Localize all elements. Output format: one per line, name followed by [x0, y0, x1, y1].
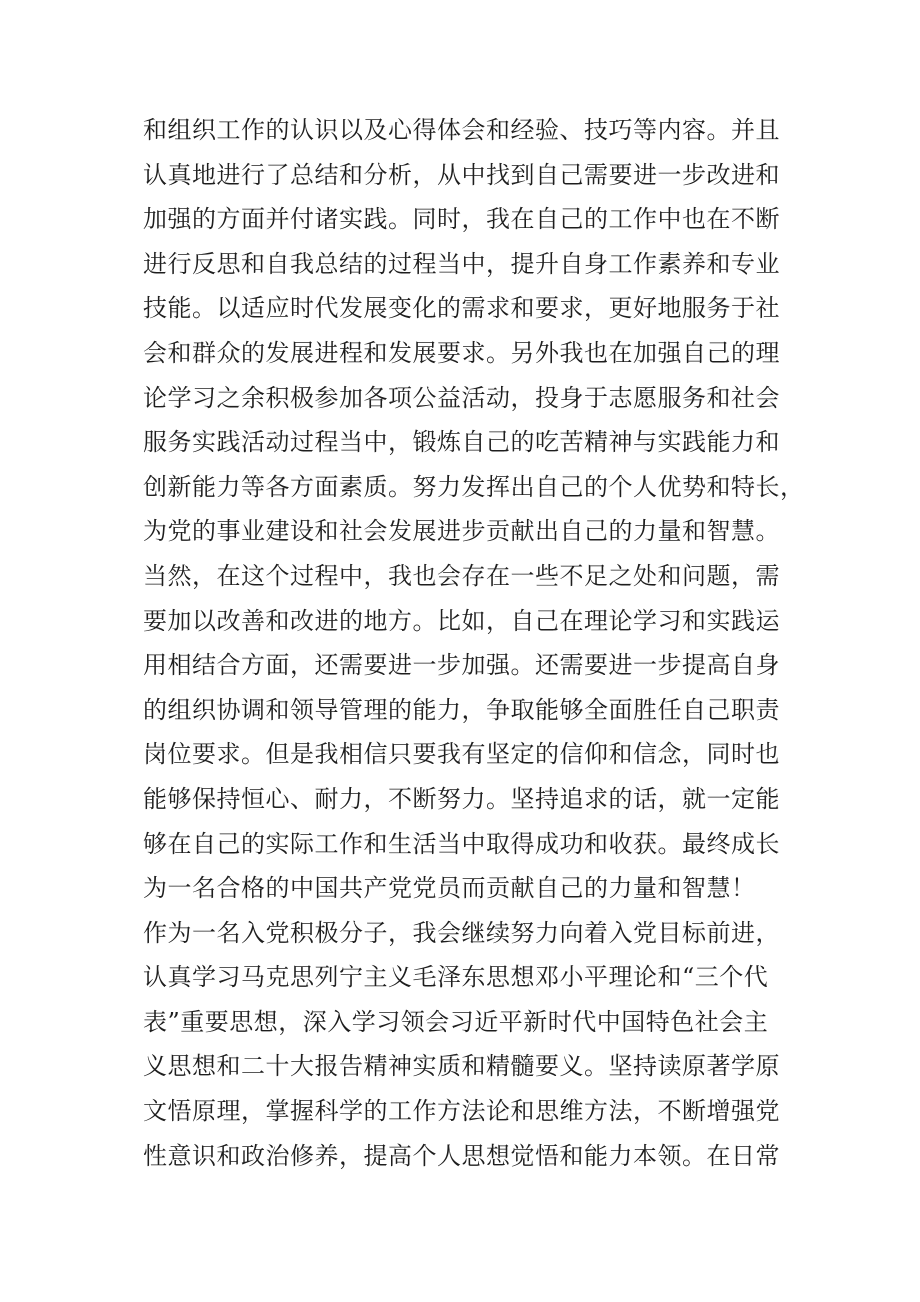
text-line: 服务实践活动过程当中，锻炼自己的吃苦精神与实践能力和 [143, 428, 780, 457]
text-line: 能够保持恒心、耐力，不断努力。坚持追求的话，就一定能 [143, 784, 780, 813]
text-line: 文悟原理，掌握科学的工作方法论和思维方法，不断增强党 [143, 1097, 780, 1126]
text-line: 为一名合格的中国共产党党员而贡献自己的力量和智慧！ [143, 874, 756, 903]
text-line: 性意识和政治修养，提高个人思想觉悟和能力本领。在日常 [143, 1141, 780, 1170]
text-line: 作为一名入党积极分子，我会继续努力向着入党目标前进， [143, 918, 780, 947]
text-line: 表”重要思想，深入学习领会习近平新时代中国特色社会主 [143, 1007, 769, 1036]
text-line: 岗位要求。但是我相信只要我有坚定的信仰和信念，同时也 [143, 740, 780, 769]
text-line: 会和群众的发展进程和发展要求。另外我也在加强自己的理 [143, 338, 780, 367]
text-line: 认真地进行了总结和分析，从中找到自己需要进一步改进和 [143, 160, 780, 189]
text-line: 创新能力等各方面素质。努力发挥出自己的个人优势和特长， [143, 472, 805, 501]
text-line: 和组织工作的认识以及心得体会和经验、技巧等内容。并且 [143, 116, 780, 144]
text-line: 为党的事业建设和社会发展进步贡献出自己的力量和智慧。 [143, 517, 780, 546]
text-line: 够在自己的实际工作和生活当中取得成功和收获。最终成长 [143, 829, 780, 858]
text-line: 义思想和二十大报告精神实质和精髓要义。坚持读原著学原 [143, 1052, 780, 1081]
body-text [143, 108, 803, 1178]
text-line: 用相结合方面，还需要进一步加强。还需要进一步提高自身 [143, 651, 780, 680]
text-line: 进行反思和自我总结的过程当中，提升自身工作素养和专业 [143, 249, 780, 278]
text-line: 加强的方面并付诸实践。同时，我在自己的工作中也在不断 [143, 205, 780, 234]
text-line: 论学习之余积极参加各项公益活动，投身于志愿服务和社会 [143, 383, 780, 412]
text-line: 的组织协调和领导管理的能力，争取能够全面胜任自己职责 [143, 695, 780, 724]
text-line: 要加以改善和改进的地方。比如，自己在理论学习和实践运 [143, 606, 780, 635]
text-line: 当然，在这个过程中，我也会存在一些不足之处和问题，需 [143, 561, 780, 590]
text-line: 技能。以适应时代发展变化的需求和要求，更好地服务于社 [143, 294, 780, 323]
text-line: 认真学习马克思列宁主义毛泽东思想邓小平理论和“三个代 [143, 963, 769, 992]
